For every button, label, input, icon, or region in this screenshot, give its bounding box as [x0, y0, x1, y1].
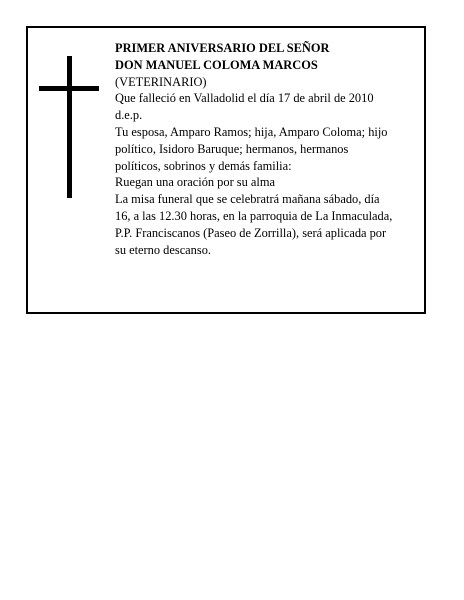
- notice-text: [115, 40, 425, 258]
- rip-line: d.e.p.: [115, 108, 143, 123]
- family-line-2: político, Isidoro Baruque; hermanos, hermanos: [115, 141, 349, 156]
- cross-vertical-bar: [67, 56, 72, 198]
- mass-line-3: P.P. Franciscanos (Paseo de Zorrilla), será aplicada por: [115, 225, 387, 240]
- obituary-notice: [26, 26, 426, 314]
- cross-horizontal-bar: [39, 86, 99, 91]
- family-line-1: Tu esposa, Amparo Ramos; hija, Amparo Coloma; hijo: [115, 124, 388, 139]
- heading-line-1: PRIMER ANIVERSARIO DEL SEÑOR: [115, 41, 330, 55]
- death-line: Que falleció en Valladolid el día 17 de abril de 2010: [115, 91, 374, 106]
- mass-line-1: La misa funeral que se celebratrá mañana sábado, día: [115, 192, 380, 207]
- profession: (VETERINARIO): [115, 74, 207, 89]
- cross-icon: [39, 56, 99, 198]
- mass-line-4: su eterno descanso.: [115, 242, 211, 257]
- mass-line-2: 16, a las 12.30 horas, en la parroquia de La Inmaculada,: [115, 208, 393, 223]
- family-line-3: políticos, sobrinos y demás familia:: [115, 158, 292, 173]
- prayer-request: Ruegan una oración por su alma: [115, 175, 275, 190]
- heading-line-2: DON MANUEL COLOMA MARCOS: [115, 57, 318, 72]
